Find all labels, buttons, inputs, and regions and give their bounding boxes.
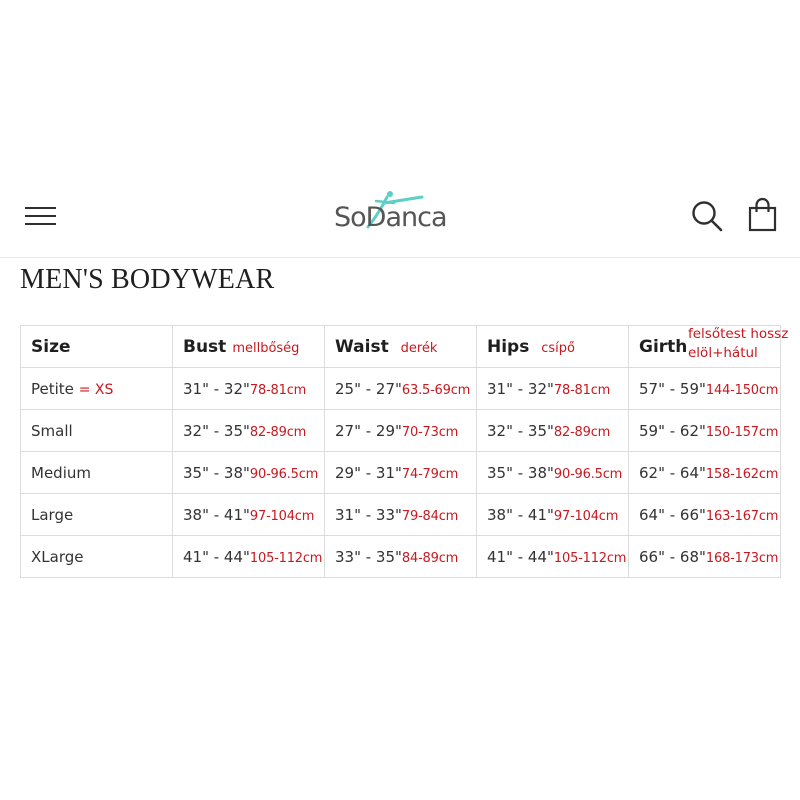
waist-cell: 27" - 29"70-73cm [325,410,477,452]
column-header-girth: Girth felsőtest hossz elöl+hátul [629,326,781,368]
girth-note: felsőtest hossz elöl+hátul [688,325,789,361]
table-header-row [21,326,781,368]
waist-cell: 33" - 35"84-89cm [325,536,477,578]
table-row [21,368,781,410]
table-row [21,494,781,536]
waist-cell: 31" - 33"79-84cm [325,494,477,536]
size-cell: Small [21,410,173,452]
menu-icon[interactable] [25,201,57,231]
girth-cell: 59" - 62"150-157cm [629,410,781,452]
girth-cell: 64" - 66"163-167cm [629,494,781,536]
bust-cell: 31" - 32"78-81cm [173,368,325,410]
hips-cell: 32" - 35"82-89cm [477,410,629,452]
column-header-waist: Waist derék [325,326,477,368]
table-row [21,452,781,494]
table-row [21,410,781,452]
bust-note: mellbőség [232,340,300,356]
column-header-size: Size [21,326,173,368]
column-header-bust: Bust mellbőség [173,326,325,368]
bust-cell: 32" - 35"82-89cm [173,410,325,452]
hips-cell: 38" - 41"97-104cm [477,494,629,536]
waist-cell: 29" - 31"74-79cm [325,452,477,494]
size-chart-table [20,325,789,578]
size-cell: Petite = XS [21,368,173,410]
hips-cell: 41" - 44"105-112cm [477,536,629,578]
size-cell: XLarge [21,536,173,578]
size-cell: Large [21,494,173,536]
search-icon[interactable] [690,199,724,233]
site-header [0,175,800,258]
girth-cell: 57" - 59"144-150cm [629,368,781,410]
hips-cell: 35" - 38"90-96.5cm [477,452,629,494]
girth-cell: 66" - 68"168-173cm [629,536,781,578]
bust-cell: 41" - 44"105-112cm [173,536,325,578]
shopping-bag-icon[interactable] [746,197,780,233]
logo-text: SoDanca [334,202,447,233]
table-row [21,536,781,578]
waist-cell: 25" - 27"63.5-69cm [325,368,477,410]
sodanca-logo[interactable] [330,189,470,237]
bust-cell: 38" - 41"97-104cm [173,494,325,536]
hips-note: csípő [541,340,576,356]
column-header-hips: Hips csípő [477,326,629,368]
hips-cell: 31" - 32"78-81cm [477,368,629,410]
girth-cell: 62" - 64"158-162cm [629,452,781,494]
page-title: MEN'S BODYWEAR [20,264,275,295]
bust-cell: 35" - 38"90-96.5cm [173,452,325,494]
waist-note: derék [400,340,438,356]
size-cell: Medium [21,452,173,494]
